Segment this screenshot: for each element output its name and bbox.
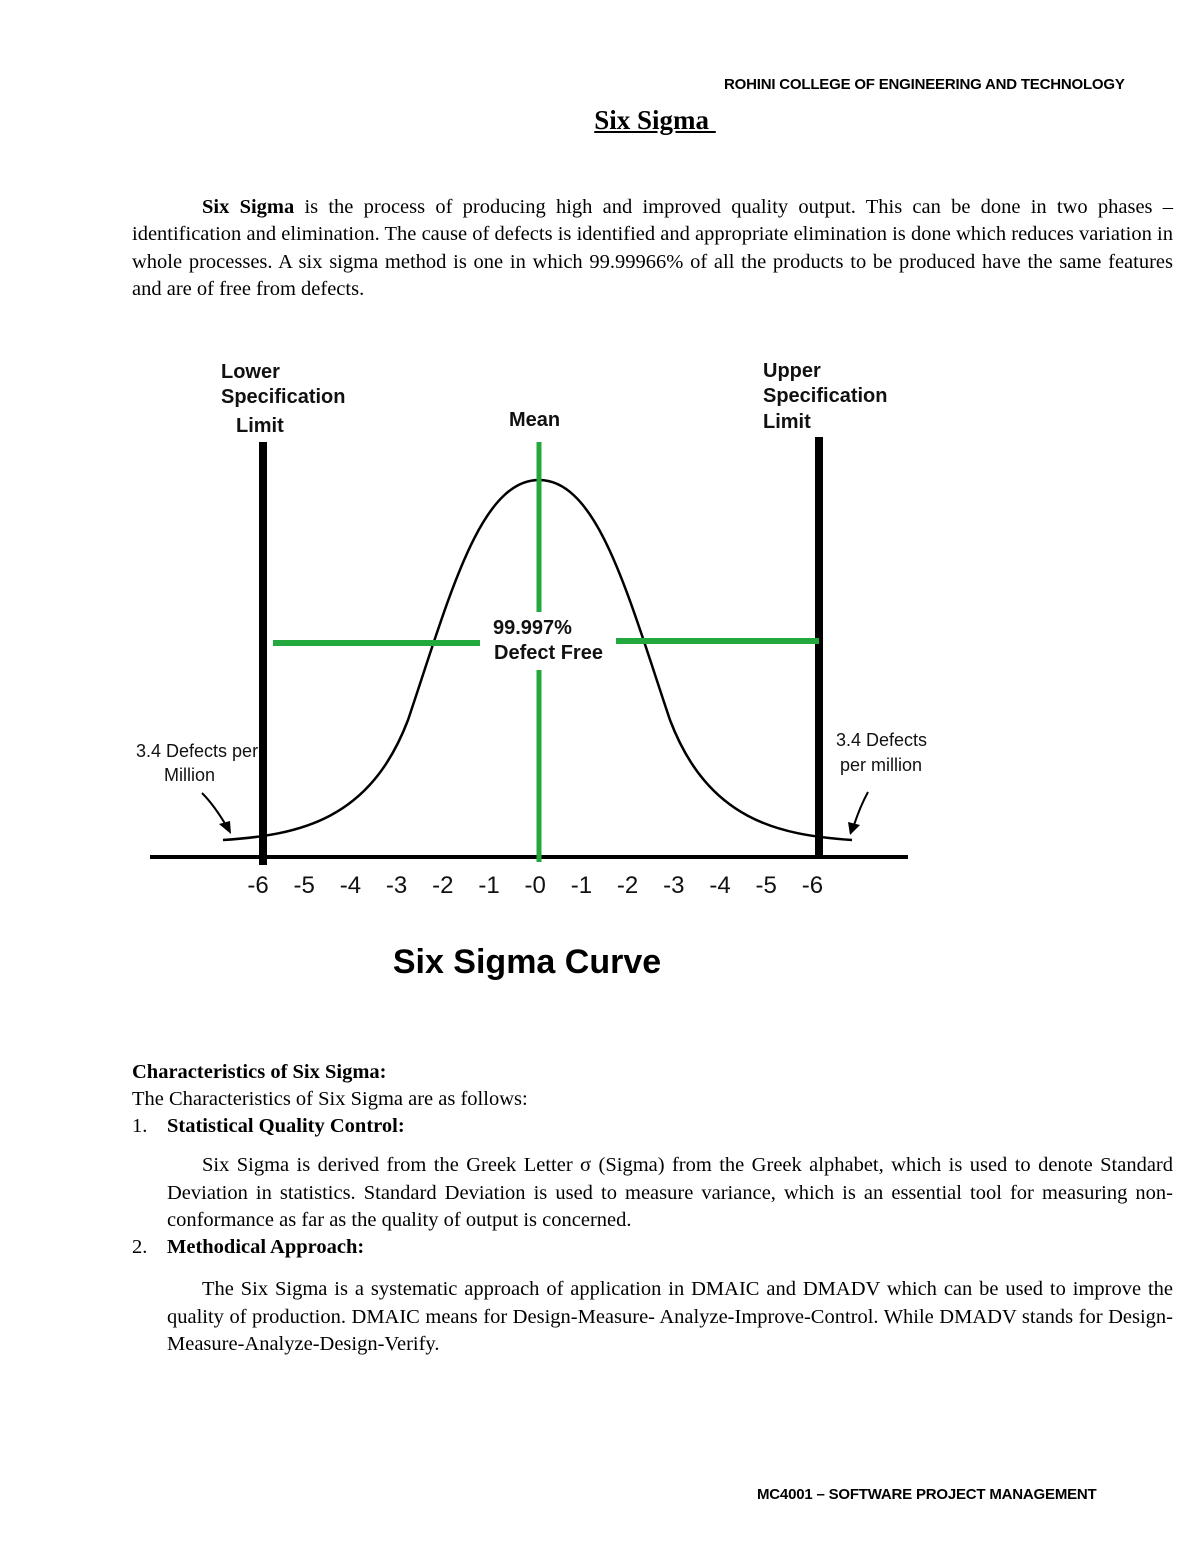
tick-label: -2 [616,872,639,899]
tick-label: -1 [570,872,593,899]
figure-caption: Six Sigma Curve [392,943,662,981]
usl-label-line3: Limit [763,411,811,433]
item-body: The Six Sigma is a systematic approach of application in DMAIC and DMADV which can be used to improve the quality of production. DMAIC means for Design-Measure- Analyze-Improve-Control. While DMADV stands for Design-Measure-Analyze-Design-Verify. [167,1278,1173,1356]
center-label-line2: Defect Free [494,642,603,664]
tick-label: -6 [801,872,824,899]
tick-label: -6 [247,872,269,899]
left-defect-label-line1: 3.4 Defects per [136,741,259,761]
six-sigma-curve-diagram [110,345,940,905]
lsl-label-line3: Limit [236,415,284,437]
center-label-line1: 99.997% [493,617,572,639]
item-body: Six Sigma is derived from the Greek Letter σ (Sigma) from the Greek alphabet, which is used to denote Standard Deviation in statistics. Standard Deviation is used to measure variance, which is an essential tool for measuring non-conformance as far as the quality of output is concerned. [167,1154,1173,1232]
item-number: 2. [132,1236,148,1258]
tick-label: -5 [293,872,315,899]
right-defect-label-line2: per million [840,755,923,775]
intro-paragraph [132,194,1173,304]
characteristics-heading: Characteristics of Six Sigma: [132,1061,387,1083]
six-sigma-figure [110,345,940,910]
right-defect-arrow [854,792,868,825]
tick-label: -5 [755,872,777,899]
intro-text: is the process of producing high and improved quality output. This can be done in two phases – identification and elimination. The cause of defects is identified and appropriate elimination is done which reduces variation in whole processes. A six sigma method is one in which 99.99966% of all the products to be produced have the same features and are of free from defects. [132,196,1173,301]
lsl-label-line2: Specification [221,386,346,408]
right-defect-label-line1: 3.4 Defects [836,730,928,750]
characteristics-intro: The Characteristics of Six Sigma are as follows: [132,1088,528,1110]
usl-label-line2: Specification [763,385,888,407]
tick-label: -2 [432,872,454,899]
left-defect-label-line2: Million [164,765,216,785]
tick-label: -0 [524,872,546,899]
right-arrow-head [848,822,860,835]
tick-label: -1 [478,872,500,899]
sigma-tick-labels [247,872,823,899]
page-title: Six Sigma [594,105,716,135]
page-footer: MC4001 – SOFTWARE PROJECT MANAGEMENT [757,1486,1097,1503]
left-arrow-head [219,821,231,834]
item-title: Methodical Approach: [167,1236,365,1258]
page-header: ROHINI COLLEGE OF ENGINEERING AND TECHNOLOGY [724,76,1125,93]
tick-label: -3 [663,872,685,899]
lsl-label-line1: Lower [221,361,280,383]
item-number: 1. [132,1115,148,1137]
intro-lead: Six Sigma [202,196,295,218]
tick-label: -4 [709,872,731,899]
item-title: Statistical Quality Control: [167,1115,405,1137]
usl-label-line1: Upper [763,360,821,382]
tick-label: -4 [339,872,362,899]
mean-label: Mean [509,409,561,431]
left-defect-arrow [202,793,227,827]
tick-label: -3 [385,872,408,899]
